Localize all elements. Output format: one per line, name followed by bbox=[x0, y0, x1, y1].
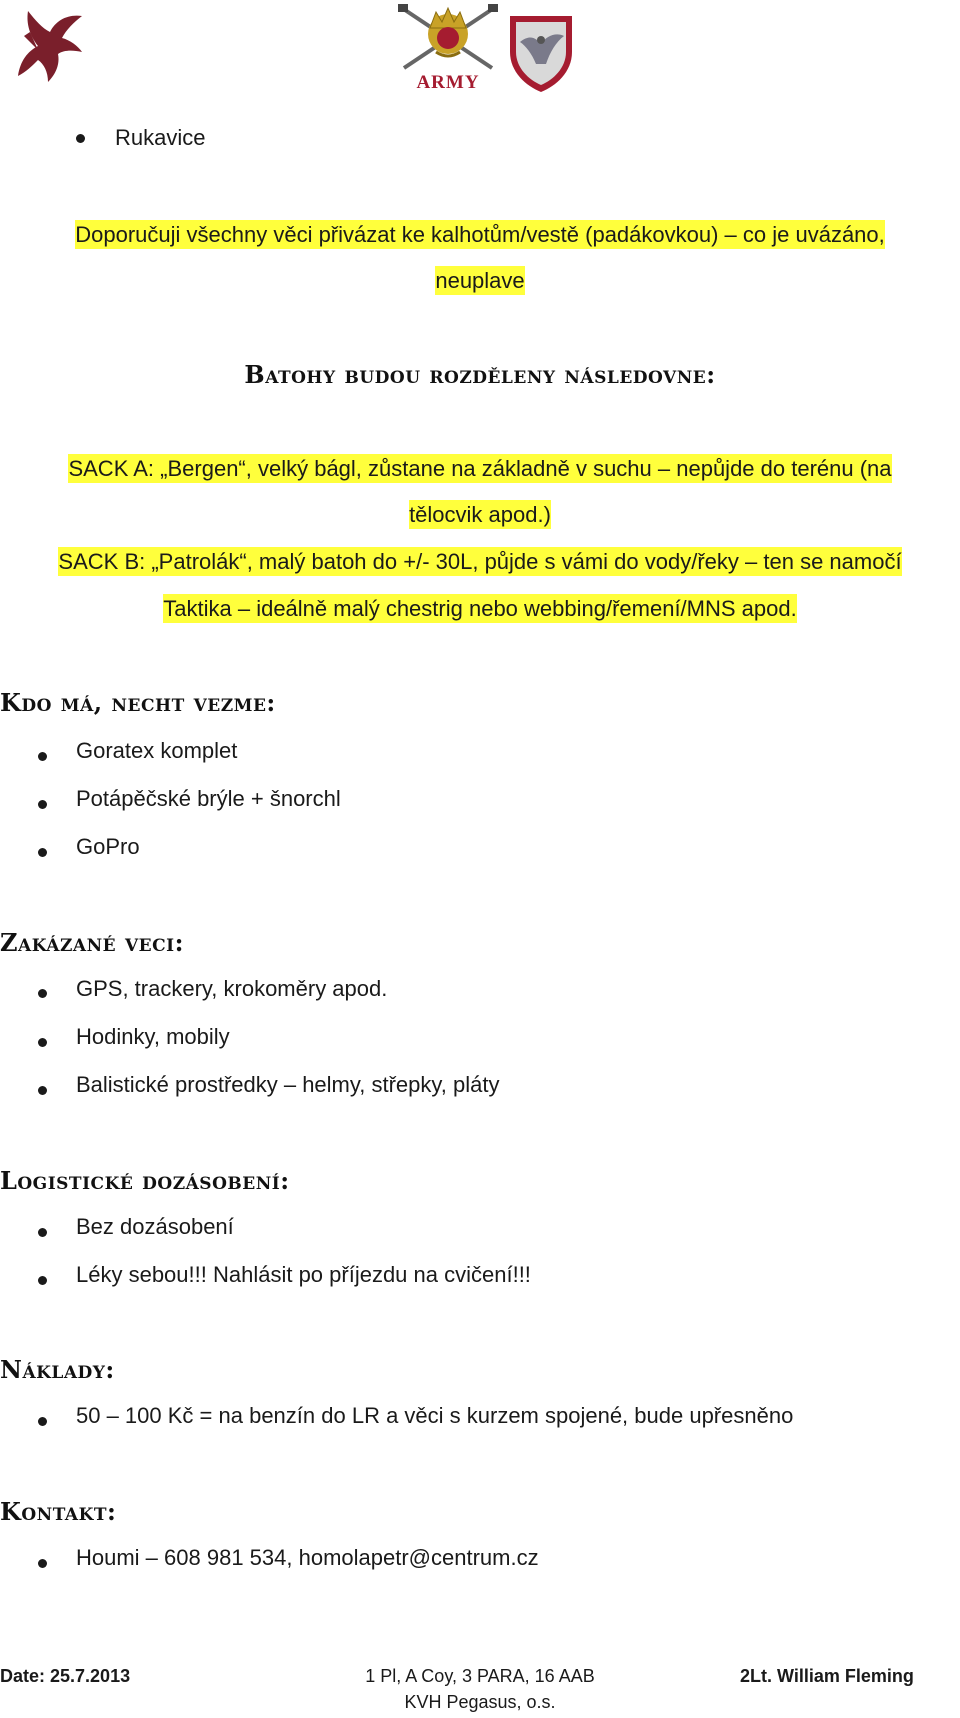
sack-b-line-wrap bbox=[0, 549, 960, 575]
bullet-icon bbox=[38, 1228, 47, 1237]
bullet-icon bbox=[38, 1086, 47, 1095]
army-text: ARMY bbox=[416, 72, 480, 93]
forbidden-item: Hodinky, mobily bbox=[76, 1024, 230, 1049]
recommend-line-1-wrap bbox=[0, 222, 960, 248]
recommend-line-1: Doporučuji všechny věci přivázat ke kalhotům/vestě (padákovkou) – co je uvázáno, bbox=[75, 222, 885, 247]
recommend-line-2: neuplave bbox=[435, 268, 525, 293]
sack-a-line-1-wrap bbox=[0, 456, 960, 482]
forbidden-item: Balistické prostředky – helmy, střepky, pláty bbox=[76, 1072, 500, 1097]
contact-heading: Kontakt: bbox=[0, 1497, 117, 1526]
tactics-line: Taktika – ideálně malý chestrig nebo webbing/řemení/MNS apod. bbox=[163, 596, 797, 621]
costs-item: 50 – 100 Kč = na benzín do LR a věci s kurzem spojené, bude upřesněno bbox=[76, 1403, 794, 1428]
bullet-icon bbox=[38, 989, 47, 998]
bags-heading: Batohy budou rozděleny následovne: bbox=[244, 360, 716, 389]
logistics-item: Léky sebou!!! Nahlásit po příjezdu na cvičení!!! bbox=[76, 1262, 531, 1287]
optional-item: Potápěčské brýle + šnorchl bbox=[76, 786, 341, 811]
recommend-line-2-wrap bbox=[0, 268, 960, 294]
army-crest-logo bbox=[396, 2, 500, 96]
bullet-icon bbox=[76, 134, 85, 143]
bullet-icon bbox=[38, 800, 47, 809]
optional-heading: Kdo má, necht vezme: bbox=[0, 688, 276, 717]
bullet-icon bbox=[38, 1276, 47, 1285]
sack-b-line: SACK B: „Patrolák“, malý batoh do +/- 30L, půjde s vámi do vody/řeky – ten se namočí bbox=[58, 549, 902, 574]
costs-heading: Náklady: bbox=[0, 1355, 115, 1384]
pegasus-logo bbox=[8, 6, 88, 88]
bullet-icon bbox=[38, 1038, 47, 1047]
bullet-icon bbox=[38, 1417, 47, 1426]
contact-item: Houmi – 608 981 534, homolapetr@centrum.cz bbox=[76, 1545, 539, 1570]
logistics-heading: Logistické dozásobení: bbox=[0, 1166, 290, 1195]
bullet-icon bbox=[38, 848, 47, 857]
bullet-icon bbox=[38, 752, 47, 761]
footer-signature: 2Lt. William Fleming bbox=[740, 1666, 914, 1686]
sack-a-line-2: tělocvik apod.) bbox=[409, 502, 551, 527]
forbidden-item: GPS, trackery, krokoměry apod. bbox=[76, 976, 388, 1001]
optional-item: GoPro bbox=[76, 834, 140, 859]
tactics-line-wrap bbox=[0, 596, 960, 622]
logistics-item: Bez dozásobení bbox=[76, 1214, 234, 1239]
optional-item: Goratex komplet bbox=[76, 738, 238, 763]
sack-a-line-1: SACK A: „Bergen“, velký bágl, zůstane na základně v suchu – nepůjde do terénu (na bbox=[68, 456, 892, 481]
sack-a-line-2-wrap bbox=[0, 502, 960, 528]
list-item-rukavice: Rukavice bbox=[115, 125, 206, 150]
forbidden-heading: Zakázané veci: bbox=[0, 928, 184, 957]
eagle-shield-logo bbox=[506, 12, 576, 94]
footer-date: Date: 25.7.2013 bbox=[0, 1666, 131, 1686]
bullet-icon bbox=[38, 1559, 47, 1568]
footer-unit-line-2: KVH Pegasus, o.s. bbox=[404, 1692, 556, 1712]
footer-unit-line-1: 1 Pl, A Coy, 3 PARA, 16 AAB bbox=[365, 1666, 595, 1686]
